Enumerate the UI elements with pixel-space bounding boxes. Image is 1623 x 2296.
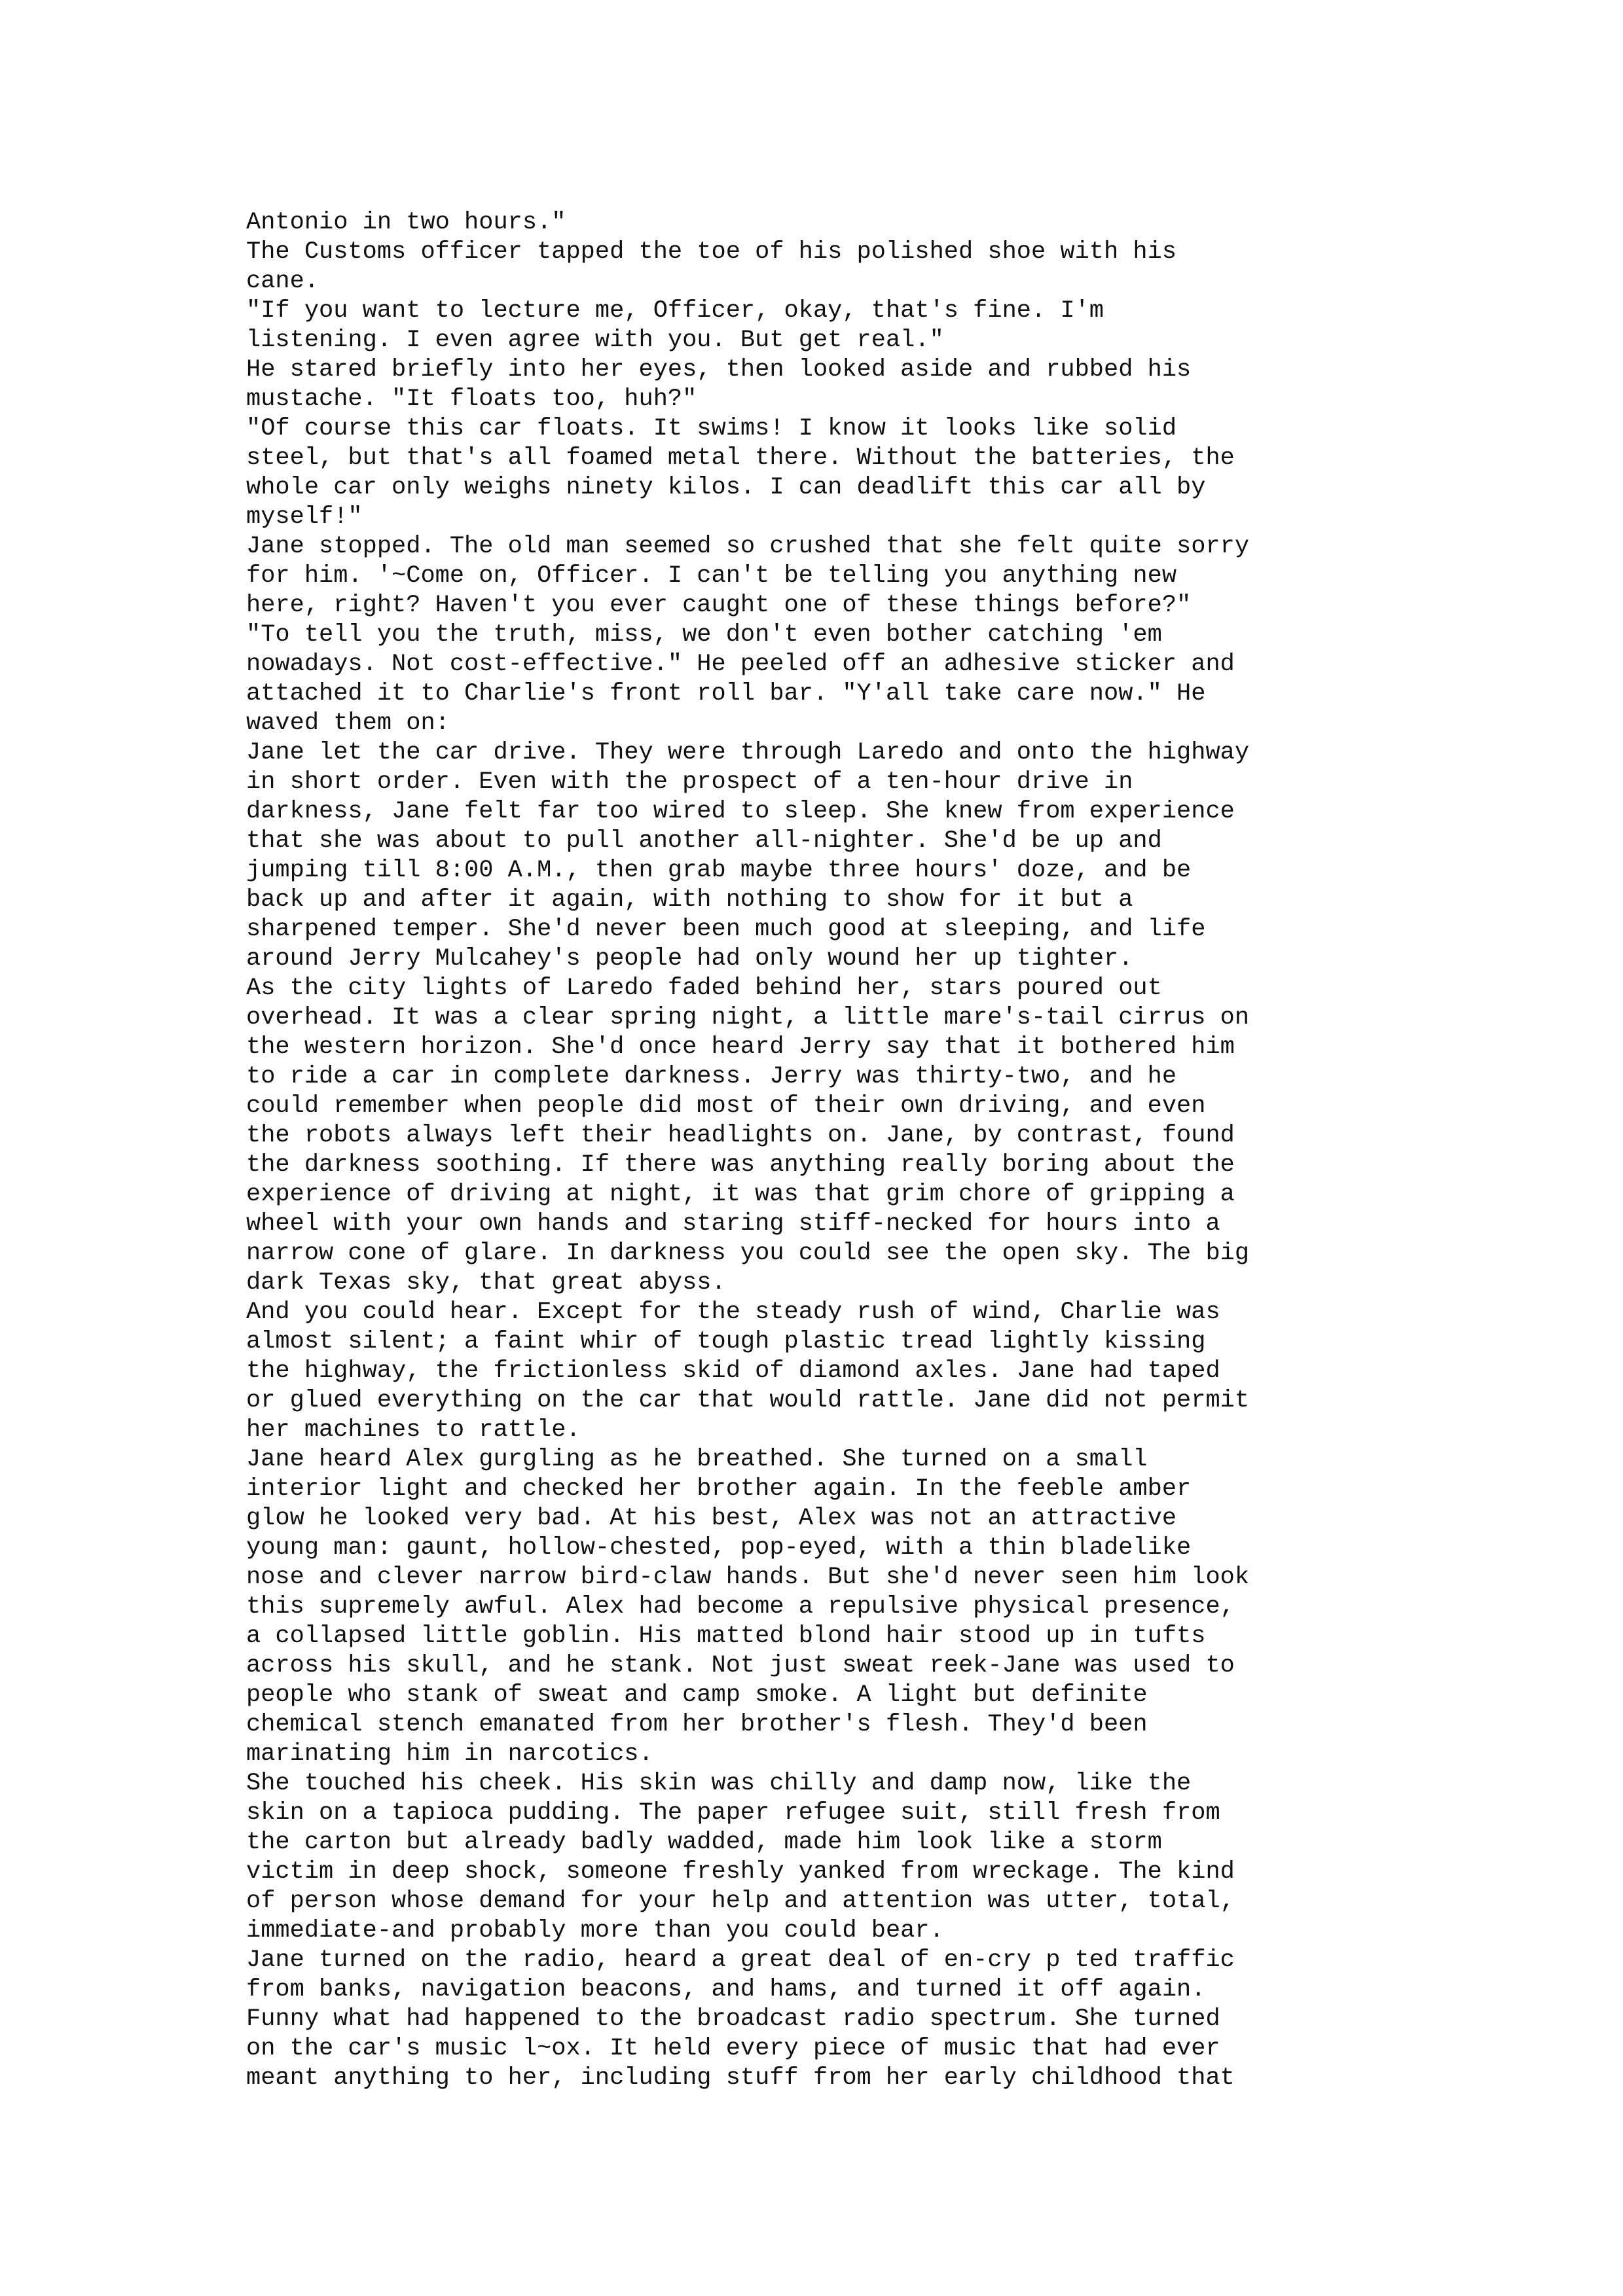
text-line: dark Texas sky, that great abyss. — [246, 1269, 726, 1297]
text-line: that she was about to pull another all-nighter. She'd be up and — [246, 827, 1162, 855]
text-line: the highway, the frictionless skid of diamond axles. Jane had taped — [246, 1357, 1220, 1385]
text-line: to ride a car in complete darkness. Jerry was thirty-two, and he — [246, 1063, 1177, 1090]
text-line: the western horizon. She'd once heard Jerry say that it bothered him — [246, 1033, 1235, 1061]
text-line: almost silent; a faint whir of tough plastic tread lightly kissing — [246, 1328, 1206, 1355]
text-line: from banks, navigation beacons, and hams, and turned it off again. — [246, 1976, 1206, 2003]
text-line: myself!" — [246, 503, 363, 531]
text-line: Jane heard Alex gurgling as he breathed. She turned on a small — [246, 1446, 1148, 1473]
text-line: people who stank of sweat and camp smoke. A light but definite — [246, 1681, 1148, 1709]
text-line: attached it to Charlie's front roll bar. "Y'all take care now." He — [246, 680, 1206, 708]
text-line: Funny what had happened to the broadcast radio spectrum. She turned — [246, 2005, 1220, 2033]
text-line: could remember when people did most of their own driving, and even — [246, 1092, 1206, 1120]
text-line: sharpened temper. She'd never been much good at sleeping, and life — [246, 916, 1206, 943]
text-line: around Jerry Mulcahey's people had only wound her up tighter. — [246, 945, 1133, 973]
text-line: Jane turned on the radio, heard a great deal of en-cry p ted traffic — [246, 1946, 1235, 1974]
text-line: meant anything to her, including stuff from her early childhood that — [246, 2064, 1235, 2092]
text-line: here, right? Haven't you ever caught one of these things before?" — [246, 592, 1192, 619]
text-line: cane. — [246, 268, 319, 295]
text-line: listening. I even agree with you. But get real." — [246, 327, 944, 354]
text-line: And you could hear. Except for the steady rush of wind, Charlie was — [246, 1299, 1220, 1326]
text-line: nose and clever narrow bird-claw hands. But she'd never seen him look — [246, 1564, 1250, 1591]
text-line: victim in deep shock, someone freshly yanked from wreckage. The kind — [246, 1858, 1235, 1886]
text-line: a collapsed little goblin. His matted blond hair stood up in tufts — [246, 1623, 1206, 1650]
text-line: young man: gaunt, hollow-chested, pop-eyed, with a thin bladelike — [246, 1534, 1192, 1562]
text-line: or glued everything on the car that would rattle. Jane did not permit — [246, 1387, 1250, 1414]
text-line: Antonio in two hours." — [246, 209, 566, 236]
text-line: for him. '~Come on, Officer. I can't be telling you anything new — [246, 562, 1177, 590]
text-line: darkness, Jane felt far too wired to sleep. She knew from experience — [246, 798, 1235, 825]
text-line: glow he looked very bad. At his best, Alex was not an attractive — [246, 1505, 1177, 1532]
text-line: Jane stopped. The old man seemed so crushed that she felt quite sorry — [246, 533, 1250, 560]
text-line: She touched his cheek. His skin was chilly and damp now, like the — [246, 1770, 1192, 1797]
text-line: chemical stench emanated from her brother's flesh. They'd been — [246, 1711, 1148, 1738]
text-line: on the car's music l~ox. It held every piece of music that had ever — [246, 2035, 1220, 2062]
text-line: nowadays. Not cost-effective." He peeled off an adhesive sticker and — [246, 651, 1235, 678]
text-line: narrow cone of glare. In darkness you could see the open sky. The big — [246, 1240, 1250, 1267]
text-line: the darkness soothing. If there was anything really boring about the — [246, 1151, 1235, 1179]
text-line: mustache. "It floats too, huh?" — [246, 386, 697, 413]
text-line: skin on a tapioca pudding. The paper refugee suit, still fresh from — [246, 1799, 1220, 1827]
text-line: interior light and checked her brother again. In the feeble amber — [246, 1475, 1192, 1503]
text-line: overhead. It was a clear spring night, a little mare's-tail cirrus on — [246, 1004, 1250, 1031]
text-line: The Customs officer tapped the toe of his polished shoe with his — [246, 238, 1177, 266]
text-line: of person whose demand for your help and attention was utter, total, — [246, 1888, 1235, 1915]
text-line: "Of course this car floats. It swims! I know it looks like solid — [246, 415, 1177, 442]
text-line: across his skull, and he stank. Not just sweat reek-Jane was used to — [246, 1652, 1235, 1679]
text-line: her machines to rattle. — [246, 1416, 581, 1444]
text-line: immediate-and probably more than you could bear. — [246, 1917, 944, 1945]
text-line: wheel with your own hands and staring stiff-necked for hours into a — [246, 1210, 1220, 1238]
text-line: marinating him in narcotics. — [246, 1740, 653, 1768]
text-line: the robots always left their headlights on. Jane, by contrast, found — [246, 1122, 1235, 1149]
text-line: steel, but that's all foamed metal there. Without the batteries, the — [246, 444, 1235, 472]
text-line: this supremely awful. Alex had become a repulsive physical presence, — [246, 1593, 1235, 1621]
text-line: experience of driving at night, it was that grim chore of gripping a — [246, 1181, 1235, 1208]
text-line: As the city lights of Laredo faded behind her, stars poured out — [246, 975, 1162, 1002]
text-line: waved them on: — [246, 709, 450, 737]
text-line: the carton but already badly wadded, made him look like a storm — [246, 1829, 1162, 1856]
text-line: back up and after it again, with nothing to show for it but a — [246, 886, 1133, 914]
text-line: He stared briefly into her eyes, then looked aside and rubbed his — [246, 356, 1192, 384]
text-line: "If you want to lecture me, Officer, okay, that's fine. I'm — [246, 297, 1104, 325]
text-line: jumping till 8:00 A.M., then grab maybe three hours' doze, and be — [246, 857, 1192, 884]
text-line: in short order. Even with the prospect of a ten-hour drive in — [246, 768, 1133, 796]
document-page — [246, 208, 1425, 2093]
text-line: "To tell you the truth, miss, we don't even bother catching 'em — [246, 621, 1162, 649]
text-line: whole car only weighs ninety kilos. I can deadlift this car all by — [246, 474, 1206, 501]
text-line: Jane let the car drive. They were through Laredo and onto the highway — [246, 739, 1250, 766]
